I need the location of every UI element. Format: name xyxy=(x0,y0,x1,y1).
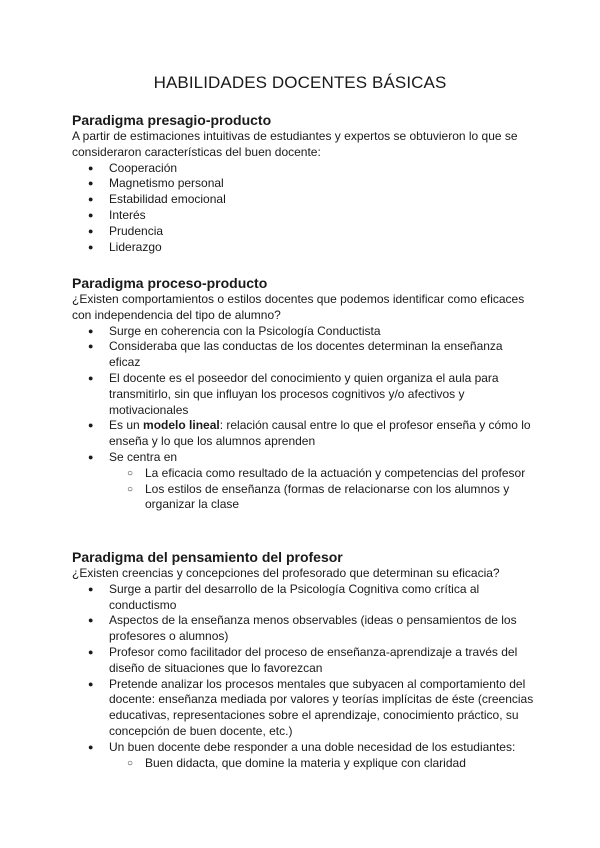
section-heading: Paradigma del pensamiento del profesor xyxy=(72,549,343,565)
list-item: ● Surge a partir del desarrollo de la Psicología Cognitiva como crítica al conductismo xyxy=(72,582,534,614)
list-item: ● Pretende analizar los procesos mentales que subyacen al comportamiento del docente: enseñanza mediada por valores y teorías implícitas de éste (creencias educativas, representaciones sobre el aprendizaje, conocimiento práctico, su concepción de buen docente, etc.) xyxy=(72,677,534,740)
list-item: ● Consideraba que las conductas de los docentes determinan la enseñanza eficaz xyxy=(72,339,534,371)
section-proceso-producto xyxy=(72,274,534,513)
sub-list-item: ○ Los estilos de enseñanza (formas de relacionarse con los alumnos y organizar la clase xyxy=(72,482,534,514)
document-title: HABILIDADES DOCENTES BÁSICAS xyxy=(153,73,447,92)
list-item: ● Prudencia xyxy=(72,224,534,240)
section-presagio-producto xyxy=(72,111,534,255)
list-item: ● Estabilidad emocional xyxy=(72,192,534,208)
list-item-label: Un buen docente debe responder a una doble necesidad de los estudiantes: xyxy=(109,739,516,754)
bold-term: modelo lineal xyxy=(143,418,220,433)
list-item: ● Surge en coherencia con la Psicología Conductista xyxy=(72,324,534,340)
list-item-label: Se centra en xyxy=(109,449,178,464)
section-intro: ¿Existen creencias y concepciones del profesorado que determinan su eficacia? xyxy=(72,566,500,580)
list-item: ● Liderazgo xyxy=(72,240,534,256)
list-item: ● Interés xyxy=(72,208,534,224)
list-item: ● El docente es el poseedor del conocimiento y quien organiza el aula para transmitirlo, sin que influyan los procesos cognitivos y/o afectivos y motivacionales xyxy=(72,371,534,418)
list-item: ● Aspectos de la enseñanza menos observables (ideas o pensamientos de los profesores o alumnos) xyxy=(72,613,534,645)
section-pensamiento-profesor xyxy=(72,548,534,771)
list-item: ● Magnetismo personal xyxy=(72,176,534,192)
list-item: ● Profesor como facilitador del proceso de enseñanza-aprendizaje a través del diseño de situaciones que lo favorezcan xyxy=(72,645,534,677)
sub-list-item: ○ Buen didacta, que domine la materia y explique con claridad xyxy=(72,756,534,772)
section-intro: A partir de estimaciones intuitivas de estudiantes y expertos se obtuvieron lo que se consideraron características del buen docente: xyxy=(72,129,518,159)
list-item-prefix: Es un xyxy=(109,418,144,433)
sub-bullet-list xyxy=(109,756,534,772)
sub-list-item: ○ La eficacia como resultado de la actuación y competencias del profesor xyxy=(72,466,534,482)
list-item xyxy=(72,418,534,450)
section-intro: ¿Existen comportamientos o estilos docentes que podemos identificar como eficaces con independencia del tipo de alumno? xyxy=(72,292,525,322)
bullet-list xyxy=(72,324,534,514)
list-item xyxy=(72,740,534,772)
bullet-list xyxy=(72,582,534,772)
list-item-rest: : relación causal entre lo que el profesor enseña y cómo lo enseña y lo que los alumnos aprenden xyxy=(109,418,531,449)
section-heading: Paradigma presagio-producto xyxy=(72,112,272,128)
section-heading: Paradigma proceso-producto xyxy=(72,275,268,291)
bullet-list xyxy=(72,161,534,256)
list-item xyxy=(72,450,534,513)
list-item: ● Cooperación xyxy=(72,161,534,177)
sub-bullet-list xyxy=(109,466,534,513)
